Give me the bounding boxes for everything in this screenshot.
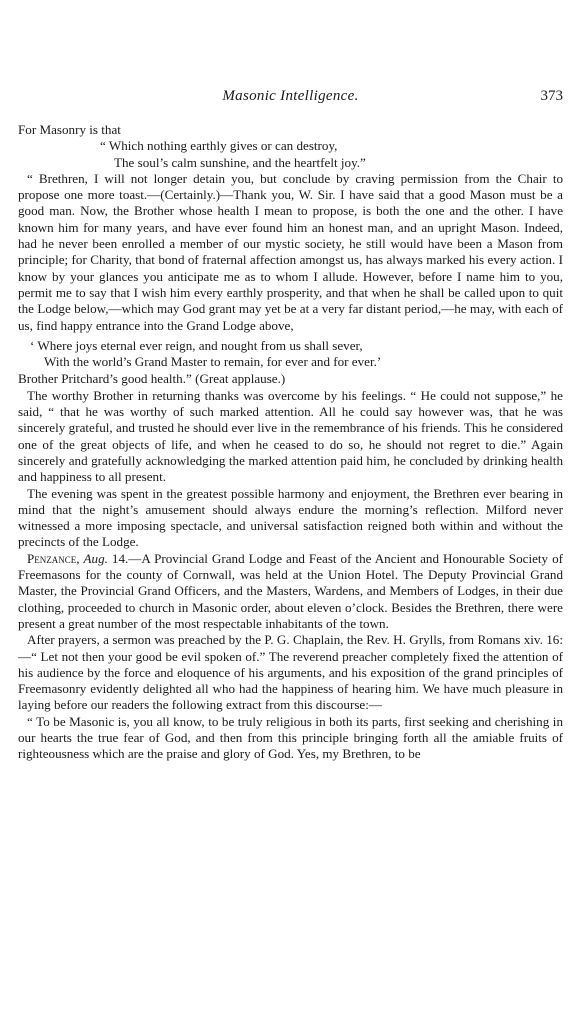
toast-line: Brother Pritchard’s good health.” (Great applause.) (18, 371, 286, 387)
place-name: Penzance, (27, 550, 80, 566)
running-head (18, 88, 563, 108)
penzance-text: 14.—A Provincial Grand Lodge and Feast of the Ancient and Honourable Society of Freemasons for the county of Cornwall, was held at the Union Hotel. The Deputy Provincial Grand Master, the Provincial Grand Officers, and the Masters, Wardens, and Members of Lodges, in their due clothing, proceeded to church in Masonic order, about eleven o’clock. Besides the Brethren, there were present a great number of the most respectable inhabitants of the town. (18, 550, 563, 631)
intro-line: For Masonry is that (18, 122, 121, 137)
paragraph-penzance (18, 551, 563, 632)
paragraph-prayers: After prayers, a sermon was preached by the P. G. Chaplain, the Rev. H. Grylls, from Romans xiv. 16:—“ Let not then your good be evil spoken of.” The reverend preacher completely fixed the attention of his audience by the force and eloquence of his arguments, and his exposition of the grand principles of Freemasonry evidently delighted all who had the happiness of hearing him. We have much pleasure in laying before our readers the following extract from this discourse:— (18, 632, 563, 713)
page-number: 373 (540, 88, 563, 104)
paragraph-sermon: “ To be Masonic is, you all know, to be truly religious in both its parts, first seeking and cherishing in our hearts the true fear of God, and then from this principle bringing forth all the amiable fruits of righteousness which are the praise and glory of God. Yes, my Brethren, to be (18, 713, 563, 762)
verse-line: “ Which nothing earthly gives or can destroy, (100, 138, 338, 154)
verse-quotation-one (18, 138, 563, 171)
verse-line: With the world’s Grand Master to remain, for ever and for ever.’ (44, 354, 382, 370)
paragraph-brethren: “ Brethren, I will not longer detain you, but conclude by craving permission from the Chair to propose one more toast.—(Certainly.)—Thank you, W. Sir. I have said that a good Mason must be a good man. Now, the Brother whose health I mean to propose, is both the one and the other. I have known him for many years, and have ever found him an honest man, and an upright Mason. Indeed, had he never been enrolled a member of our mystic society, he still would have been a Mason from principle; for Charity, that bond of fraternal affection amongst us, has always marked his every action. I know by your glances you anticipate me as to whom I allude. However, before I name him to you, permit me to say that I wish him every earthly prosperity, and that when he shall be called upon to quit the Lodge below,—which may God grant may yet be at a very far distant period,—he may, with each of us, find happy entrance into the Grand Lodge above, (18, 170, 563, 333)
verse-line: ‘ Where joys eternal ever reign, and nought from us shall sever, (30, 337, 363, 353)
verse-line: The soul’s calm sunshine, and the heartfelt joy.” (114, 154, 366, 170)
verse-quotation-two (18, 338, 563, 371)
date-abbrev: Aug. (83, 550, 108, 566)
running-title: Masonic Intelligence. (222, 88, 359, 104)
paragraph-reply: The worthy Brother in returning thanks was overcome by his feelings. “ He could not suppose,” he said, “ that he was worthy of such marked attention. All he could say however was, that he was sincerely grateful, and trusted he should ever live in the remembrance of his friends. This he considered one of the great objects of life, and when he ceased to do so, he should not regret to die.” Again sincerely and gratefully acknowledging the marked attention paid him, he concluded by drinking health and happiness to all present. (18, 387, 563, 485)
article-body (18, 122, 563, 763)
paragraph-evening: The evening was spent in the greatest possible harmony and enjoyment, the Brethren ever bearing in mind that the night’s amusement should always endure the morning’s reflection. Milford never witnessed a more imposing spectacle, and universal satisfaction reigned both within and without the precincts of the Lodge. (18, 485, 563, 550)
